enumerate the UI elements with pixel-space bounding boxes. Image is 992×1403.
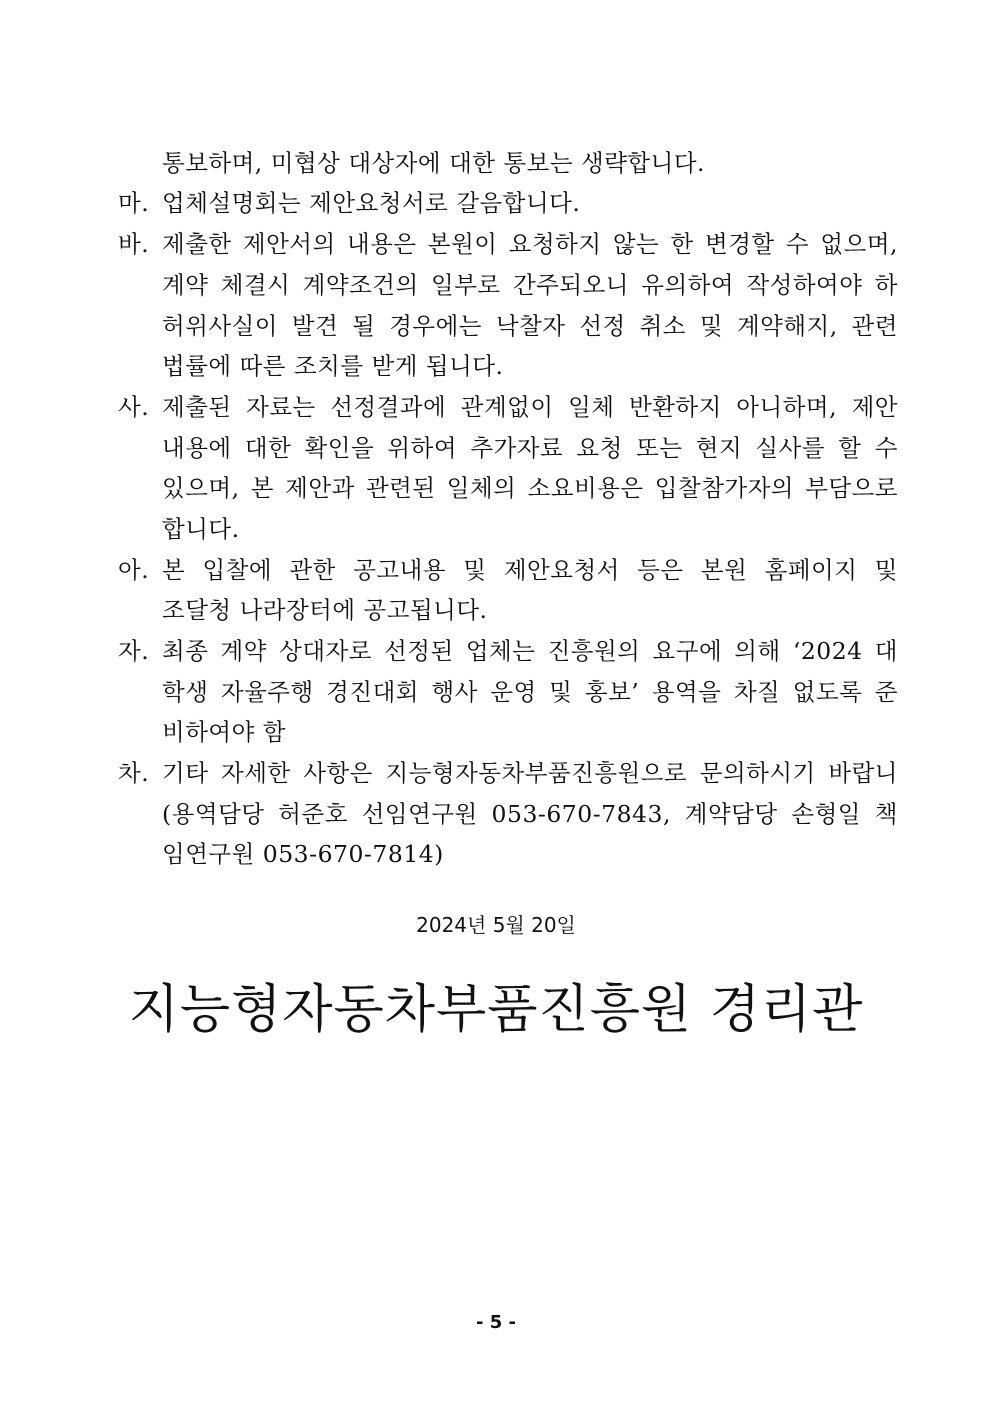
- list-item-a: 아. 본 입찰에 관한 공고내용 및 제안요청서 등은 본원 홈페이지 및: [118, 550, 898, 590]
- list-item-cha-line-2: (용역담당 허준호 선임연구원 053-670-7843, 계약담당 손형일 책: [162, 800, 898, 828]
- item-marker: 사.: [118, 393, 150, 421]
- document-date: 2024년 5월 20일: [416, 913, 576, 937]
- list-item-ba-line-2: 계약 체결시 계약조건의 일부로 간주되오니 유의하여 작성하여야 하: [162, 271, 898, 299]
- list-item-ba-line-4: 법률에 따른 조치를 받게 됩니다.: [162, 352, 504, 380]
- list-item-sa-line-3: 있으며, 본 제안과 관련된 일체의 소요비용은 입찰참가자의 부담으로: [162, 474, 898, 502]
- list-item-cha: 차. 기타 자세한 사항은 지능형자동차부품진흥원으로 문의하시기 바랍니: [118, 753, 898, 793]
- item-marker: 자.: [118, 637, 150, 665]
- page-number: - 5 -: [476, 1312, 516, 1333]
- list-item-ma: 마. 업체설명회는 제안요청서로 갈음합니다.: [118, 183, 898, 223]
- list-item-ja-line-3: 비하여야 함: [162, 718, 286, 746]
- signature-title: 지능형자동차부품진흥원 경리관: [128, 980, 864, 1040]
- list-item-sa: 사. 제출된 자료는 선정결과에 관계없이 일체 반환하지 아니하며, 제안: [118, 387, 898, 427]
- item-marker: 차.: [118, 759, 150, 787]
- list-item-ja-line-2: 학생 자율주행 경진대회 행사 운영 및 홍보’ 용역을 차질 없도록 준: [162, 678, 898, 706]
- list-item-cha-line-3: 임연구원 053-670-7814): [162, 840, 444, 868]
- list-item-ja: 자. 최종 계약 상대자로 선정된 업체는 진흥원의 요구에 의해 ‘2024 대: [118, 631, 898, 671]
- list-item-ba-line-3: 허위사실이 발견 될 경우에는 낙찰자 선정 취소 및 계약해지, 관련: [162, 312, 898, 340]
- list-item-sa-line-4: 합니다.: [162, 515, 240, 543]
- list-item-a-line-2: 조달청 나라장터에 공고됩니다.: [162, 596, 488, 624]
- list-item-sa-line-2: 내용에 대한 확인을 위하여 추가자료 요청 또는 현지 실사를 할 수: [162, 434, 898, 462]
- item-marker: 아.: [118, 556, 150, 584]
- item-marker: 바.: [118, 230, 150, 258]
- item-marker: 마.: [118, 189, 150, 217]
- list-item-ba: 바. 제출한 제안서의 내용은 본원이 요청하지 않는 한 변경할 수 없으며,: [118, 224, 898, 264]
- continuation-line: 통보하며, 미협상 대상자에 대한 통보는 생략합니다.: [162, 149, 706, 177]
